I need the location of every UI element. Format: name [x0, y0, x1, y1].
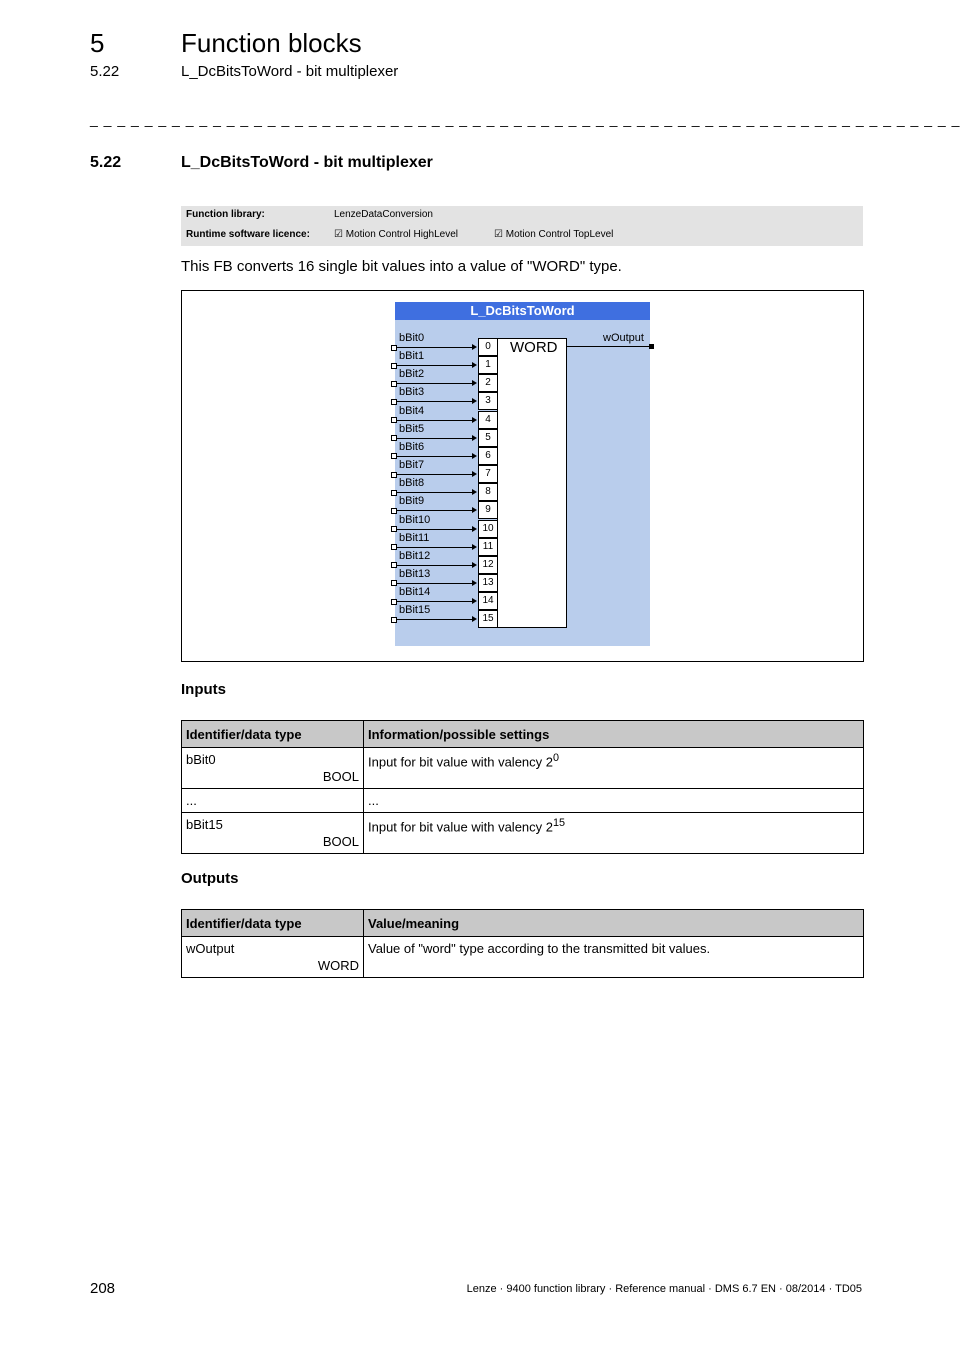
table-row — [182, 937, 864, 978]
arrow-right-icon — [472, 344, 477, 350]
input-port — [391, 381, 397, 387]
arrow-right-icon — [472, 380, 477, 386]
arrow-right-icon — [472, 580, 477, 586]
input-label: bBit4 — [399, 404, 425, 417]
input-info-exponent: 0 — [553, 752, 560, 764]
licence-highlevel: ☑ Motion Control HighLevel — [334, 229, 459, 240]
library-info-box — [181, 206, 863, 246]
inputs-col-info: Information/possible settings — [364, 721, 864, 748]
output-type: WORD — [317, 958, 359, 973]
input-label: bBit6 — [399, 440, 425, 453]
arrow-right-icon — [472, 417, 477, 423]
licence-toplevel: ☑ Motion Control TopLevel — [494, 229, 614, 240]
bit-index-cell: 1 — [478, 356, 498, 374]
bit-index-cell: 6 — [478, 447, 498, 465]
input-line — [395, 492, 475, 493]
chapter-number: 5 — [90, 28, 105, 58]
input-port — [391, 562, 397, 568]
input-info-exponent: 15 — [553, 817, 566, 829]
input-label: bBit9 — [399, 495, 425, 508]
output-line — [567, 346, 650, 347]
bit-index-cell: 13 — [478, 574, 498, 592]
inputs-table-header — [182, 721, 864, 748]
input-port — [391, 599, 397, 605]
arrow-right-icon — [472, 598, 477, 604]
output-info: Value of "word" type according to the transmitted bit values. — [364, 937, 864, 978]
input-port — [391, 417, 397, 423]
bit-index-cell: 12 — [478, 556, 498, 574]
header-section-number: 5.22 — [90, 63, 120, 80]
arrow-right-icon — [472, 526, 477, 532]
output-identifier — [182, 937, 364, 978]
input-port — [391, 399, 397, 405]
arrow-right-icon — [472, 398, 477, 404]
intro-text: This FB converts 16 single bit values into a value of "WORD" type. — [181, 258, 622, 275]
input-label: bBit11 — [399, 531, 430, 544]
arrow-right-icon — [472, 616, 477, 622]
input-label: bBit10 — [399, 513, 431, 526]
input-port — [391, 490, 397, 496]
input-line — [395, 383, 475, 384]
footer-text: Lenze · 9400 function library · Reference manual · DMS 6.7 EN · 08/2014 · TD05 — [466, 1283, 862, 1295]
input-label: bBit7 — [399, 459, 425, 472]
input-id: bBit15 — [186, 817, 223, 832]
library-value: LenzeDataConversion — [334, 209, 433, 220]
chapter-title: Function blocks — [181, 28, 362, 58]
bit-index-cell: 15 — [478, 610, 498, 628]
bit-index-cell: 14 — [478, 592, 498, 610]
input-label: bBit3 — [399, 386, 425, 399]
input-identifier — [182, 789, 364, 813]
bit-index-cell: 10 — [478, 520, 498, 538]
input-line — [395, 456, 475, 457]
input-label: bBit15 — [399, 604, 431, 617]
input-identifier — [182, 813, 364, 854]
input-port — [391, 544, 397, 550]
input-port — [391, 363, 397, 369]
input-line — [395, 420, 475, 421]
input-line — [395, 565, 475, 566]
arrow-right-icon — [472, 362, 477, 368]
licence-label: Runtime software licence: — [186, 229, 310, 240]
input-label: bBit0 — [399, 332, 425, 344]
arrow-right-icon — [472, 453, 477, 459]
input-line — [395, 529, 475, 530]
input-line — [395, 401, 475, 402]
word-box — [497, 338, 567, 628]
input-info — [364, 813, 864, 854]
input-label: bBit5 — [399, 422, 425, 435]
arrow-right-icon — [472, 507, 477, 513]
output-id: wOutput — [186, 941, 235, 956]
input-label: bBit8 — [399, 477, 425, 490]
function-block-title: L_DcBitsToWord — [395, 302, 650, 320]
input-port — [391, 580, 397, 586]
input-line — [395, 601, 475, 602]
outputs-heading: Outputs — [181, 870, 239, 887]
input-line — [395, 474, 475, 475]
arrow-right-icon — [472, 435, 477, 441]
header-section-title: L_DcBitsToWord - bit multiplexer — [181, 63, 399, 80]
outputs-table-header — [182, 910, 864, 937]
input-info-text: Input for bit value with valency 2 — [368, 754, 553, 770]
input-port — [391, 526, 397, 532]
input-info — [364, 789, 864, 813]
outputs-table — [181, 909, 864, 978]
inputs-heading: Inputs — [181, 681, 226, 698]
input-port — [391, 345, 397, 351]
bit-index-cell: 9 — [478, 501, 498, 519]
output-port — [649, 344, 654, 349]
input-label: bBit2 — [399, 368, 425, 381]
bit-index-cell: 2 — [478, 374, 498, 392]
bit-index-cell: 3 — [478, 392, 498, 410]
table-row — [182, 748, 864, 789]
input-line — [395, 510, 475, 511]
header-separator: _ _ _ _ _ _ _ _ _ _ _ _ _ _ _ _ _ _ _ _ _ _ _ _ _ _ _ _ _ _ _ _ _ _ _ _ _ _ _ _ _ _ _ _ _ _ _ _ _ _ _ _ _ _ _ _ _ _ _ _ _ _ _ _ — [90, 111, 960, 127]
inputs-col-identifier: Identifier/data type — [182, 721, 364, 748]
output-label: wOutput — [603, 332, 644, 344]
outputs-col-identifier: Identifier/data type — [182, 910, 364, 937]
bit-index-cell: 7 — [478, 465, 498, 483]
table-row — [182, 813, 864, 854]
input-port — [391, 617, 397, 623]
arrow-right-icon — [472, 489, 477, 495]
bit-index-cell: 0 — [478, 338, 498, 356]
input-port — [391, 472, 397, 478]
input-info-text: Input for bit value with valency 2 — [368, 819, 553, 835]
input-label: bBit14 — [399, 586, 431, 599]
outputs-col-value: Value/meaning — [364, 910, 864, 937]
input-info — [364, 748, 864, 789]
input-line — [395, 438, 475, 439]
word-label: WORD — [510, 339, 558, 356]
bit-index-cell: 8 — [478, 483, 498, 501]
input-id: bBit0 — [186, 752, 216, 767]
input-port — [391, 453, 397, 459]
input-identifier — [182, 748, 364, 789]
table-row — [182, 789, 864, 813]
arrow-right-icon — [472, 562, 477, 568]
bit-index-cell: 11 — [478, 538, 498, 556]
input-port — [391, 508, 397, 514]
input-label: bBit13 — [399, 567, 431, 580]
input-line — [395, 583, 475, 584]
input-type: BOOL — [322, 834, 359, 849]
input-label: bBit1 — [399, 350, 425, 363]
bit-index-cell: 4 — [478, 411, 498, 429]
bit-index-cell: 5 — [478, 429, 498, 447]
arrow-right-icon — [472, 471, 477, 477]
section-number: 5.22 — [90, 154, 122, 171]
page-number: 208 — [90, 1280, 116, 1297]
input-line — [395, 347, 475, 348]
input-line — [395, 547, 475, 548]
arrow-right-icon — [472, 544, 477, 550]
input-id: ... — [186, 793, 197, 808]
input-port — [391, 435, 397, 441]
input-type: BOOL — [322, 769, 359, 784]
section-title: L_DcBitsToWord - bit multiplexer — [181, 154, 433, 171]
input-line — [395, 365, 475, 366]
inputs-table — [181, 720, 864, 854]
input-info-text: ... — [368, 793, 379, 808]
input-label: bBit12 — [399, 549, 431, 562]
library-label: Function library: — [186, 209, 265, 220]
input-line — [395, 619, 475, 620]
